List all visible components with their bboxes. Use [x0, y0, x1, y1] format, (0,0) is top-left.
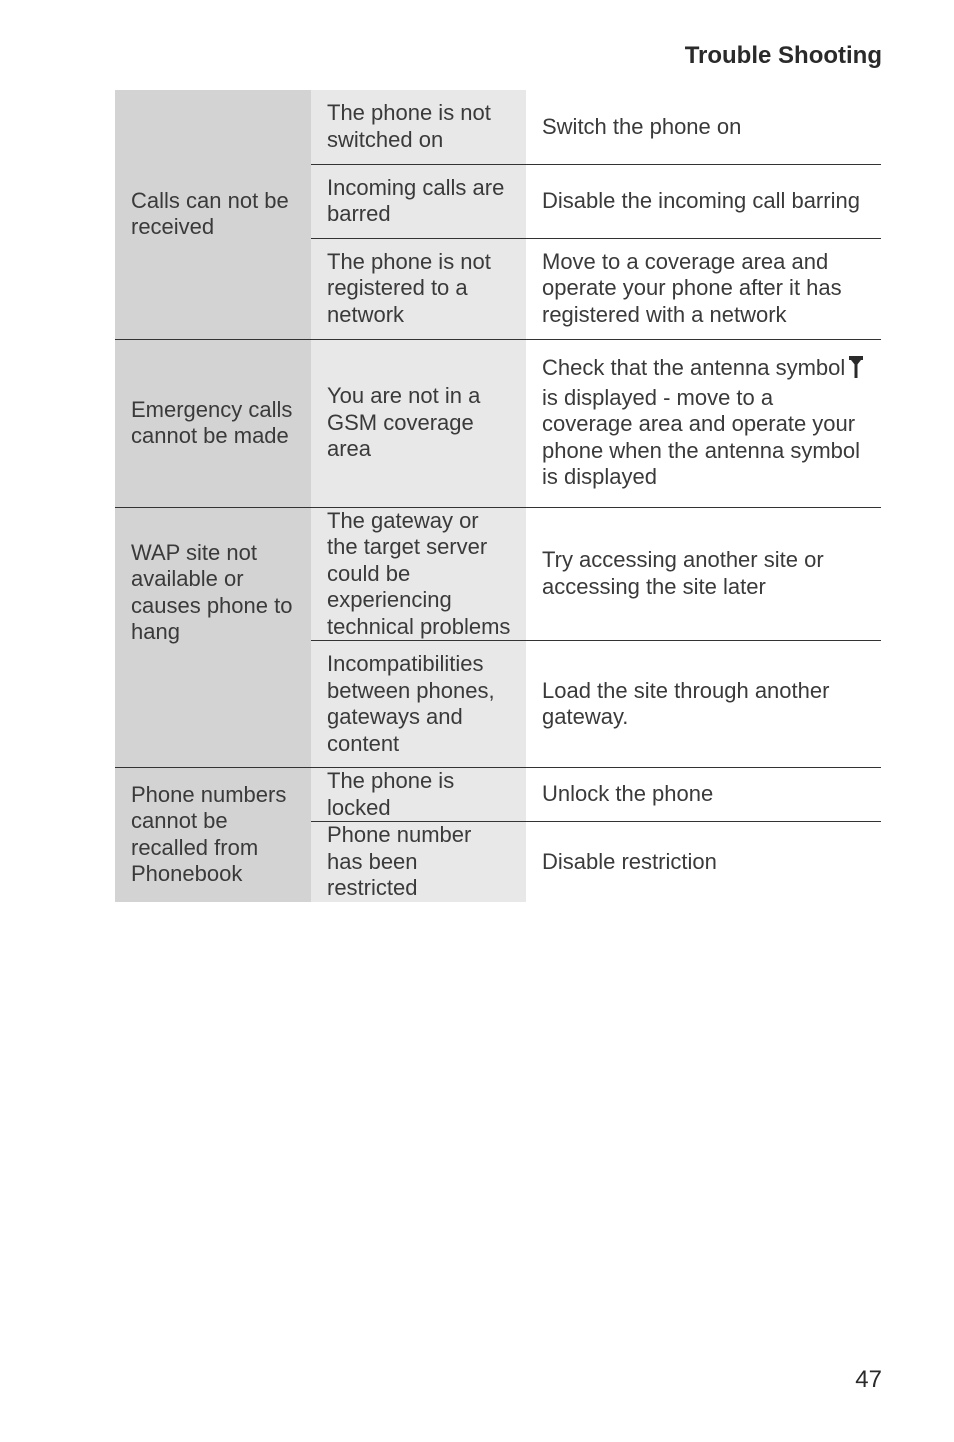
cause-cell: The phone is not switched on	[311, 90, 526, 164]
table-row	[115, 507, 881, 641]
troubleshooting-table	[115, 90, 881, 902]
cause-cell: The phone is not registered to a network	[311, 238, 526, 339]
cause-cell: Phone number has been restricted	[311, 822, 526, 902]
solution-cell: Disable the incoming call barring	[526, 164, 881, 238]
cause-cell: Incoming calls are barred	[311, 164, 526, 238]
solution-text-start: Check that the antenna symbol	[542, 355, 846, 381]
cause-cell: The gateway or the target server could be experiencing technical problems	[311, 507, 526, 641]
solution-cell: Try accessing another site or accessing the site later	[526, 507, 881, 641]
section-title: Trouble Shooting	[684, 42, 882, 69]
table-row	[115, 768, 881, 822]
solution-cell: Move to a coverage area and operate your phone after it has registered with a network	[526, 238, 881, 339]
antenna-icon	[849, 356, 863, 385]
solution-cell: Switch the phone on	[526, 90, 881, 164]
solution-cell: Load the site through another gateway.	[526, 641, 881, 768]
problem-cell: WAP site not available or causes phone to hang	[115, 507, 311, 768]
problem-cell: Phone numbers cannot be recalled from Phonebook	[115, 768, 311, 902]
cause-cell: Incompatibilities between phones, gateways and content	[311, 641, 526, 768]
table-row	[115, 90, 881, 164]
table-row	[115, 339, 881, 507]
solution-cell	[526, 339, 881, 507]
solution-text-end: is displayed - move to a coverage area and operate your phone when the antenna symbol is displayed	[542, 384, 861, 490]
cause-cell: You are not in a GSM coverage area	[311, 339, 526, 507]
solution-cell: Disable restriction	[526, 822, 881, 902]
cause-cell: The phone is locked	[311, 768, 526, 822]
solution-cell: Unlock the phone	[526, 768, 881, 822]
page-number: 47	[855, 1366, 882, 1393]
problem-cell: Emergency calls cannot be made	[115, 339, 311, 507]
problem-cell: Calls can not be received	[115, 90, 311, 339]
